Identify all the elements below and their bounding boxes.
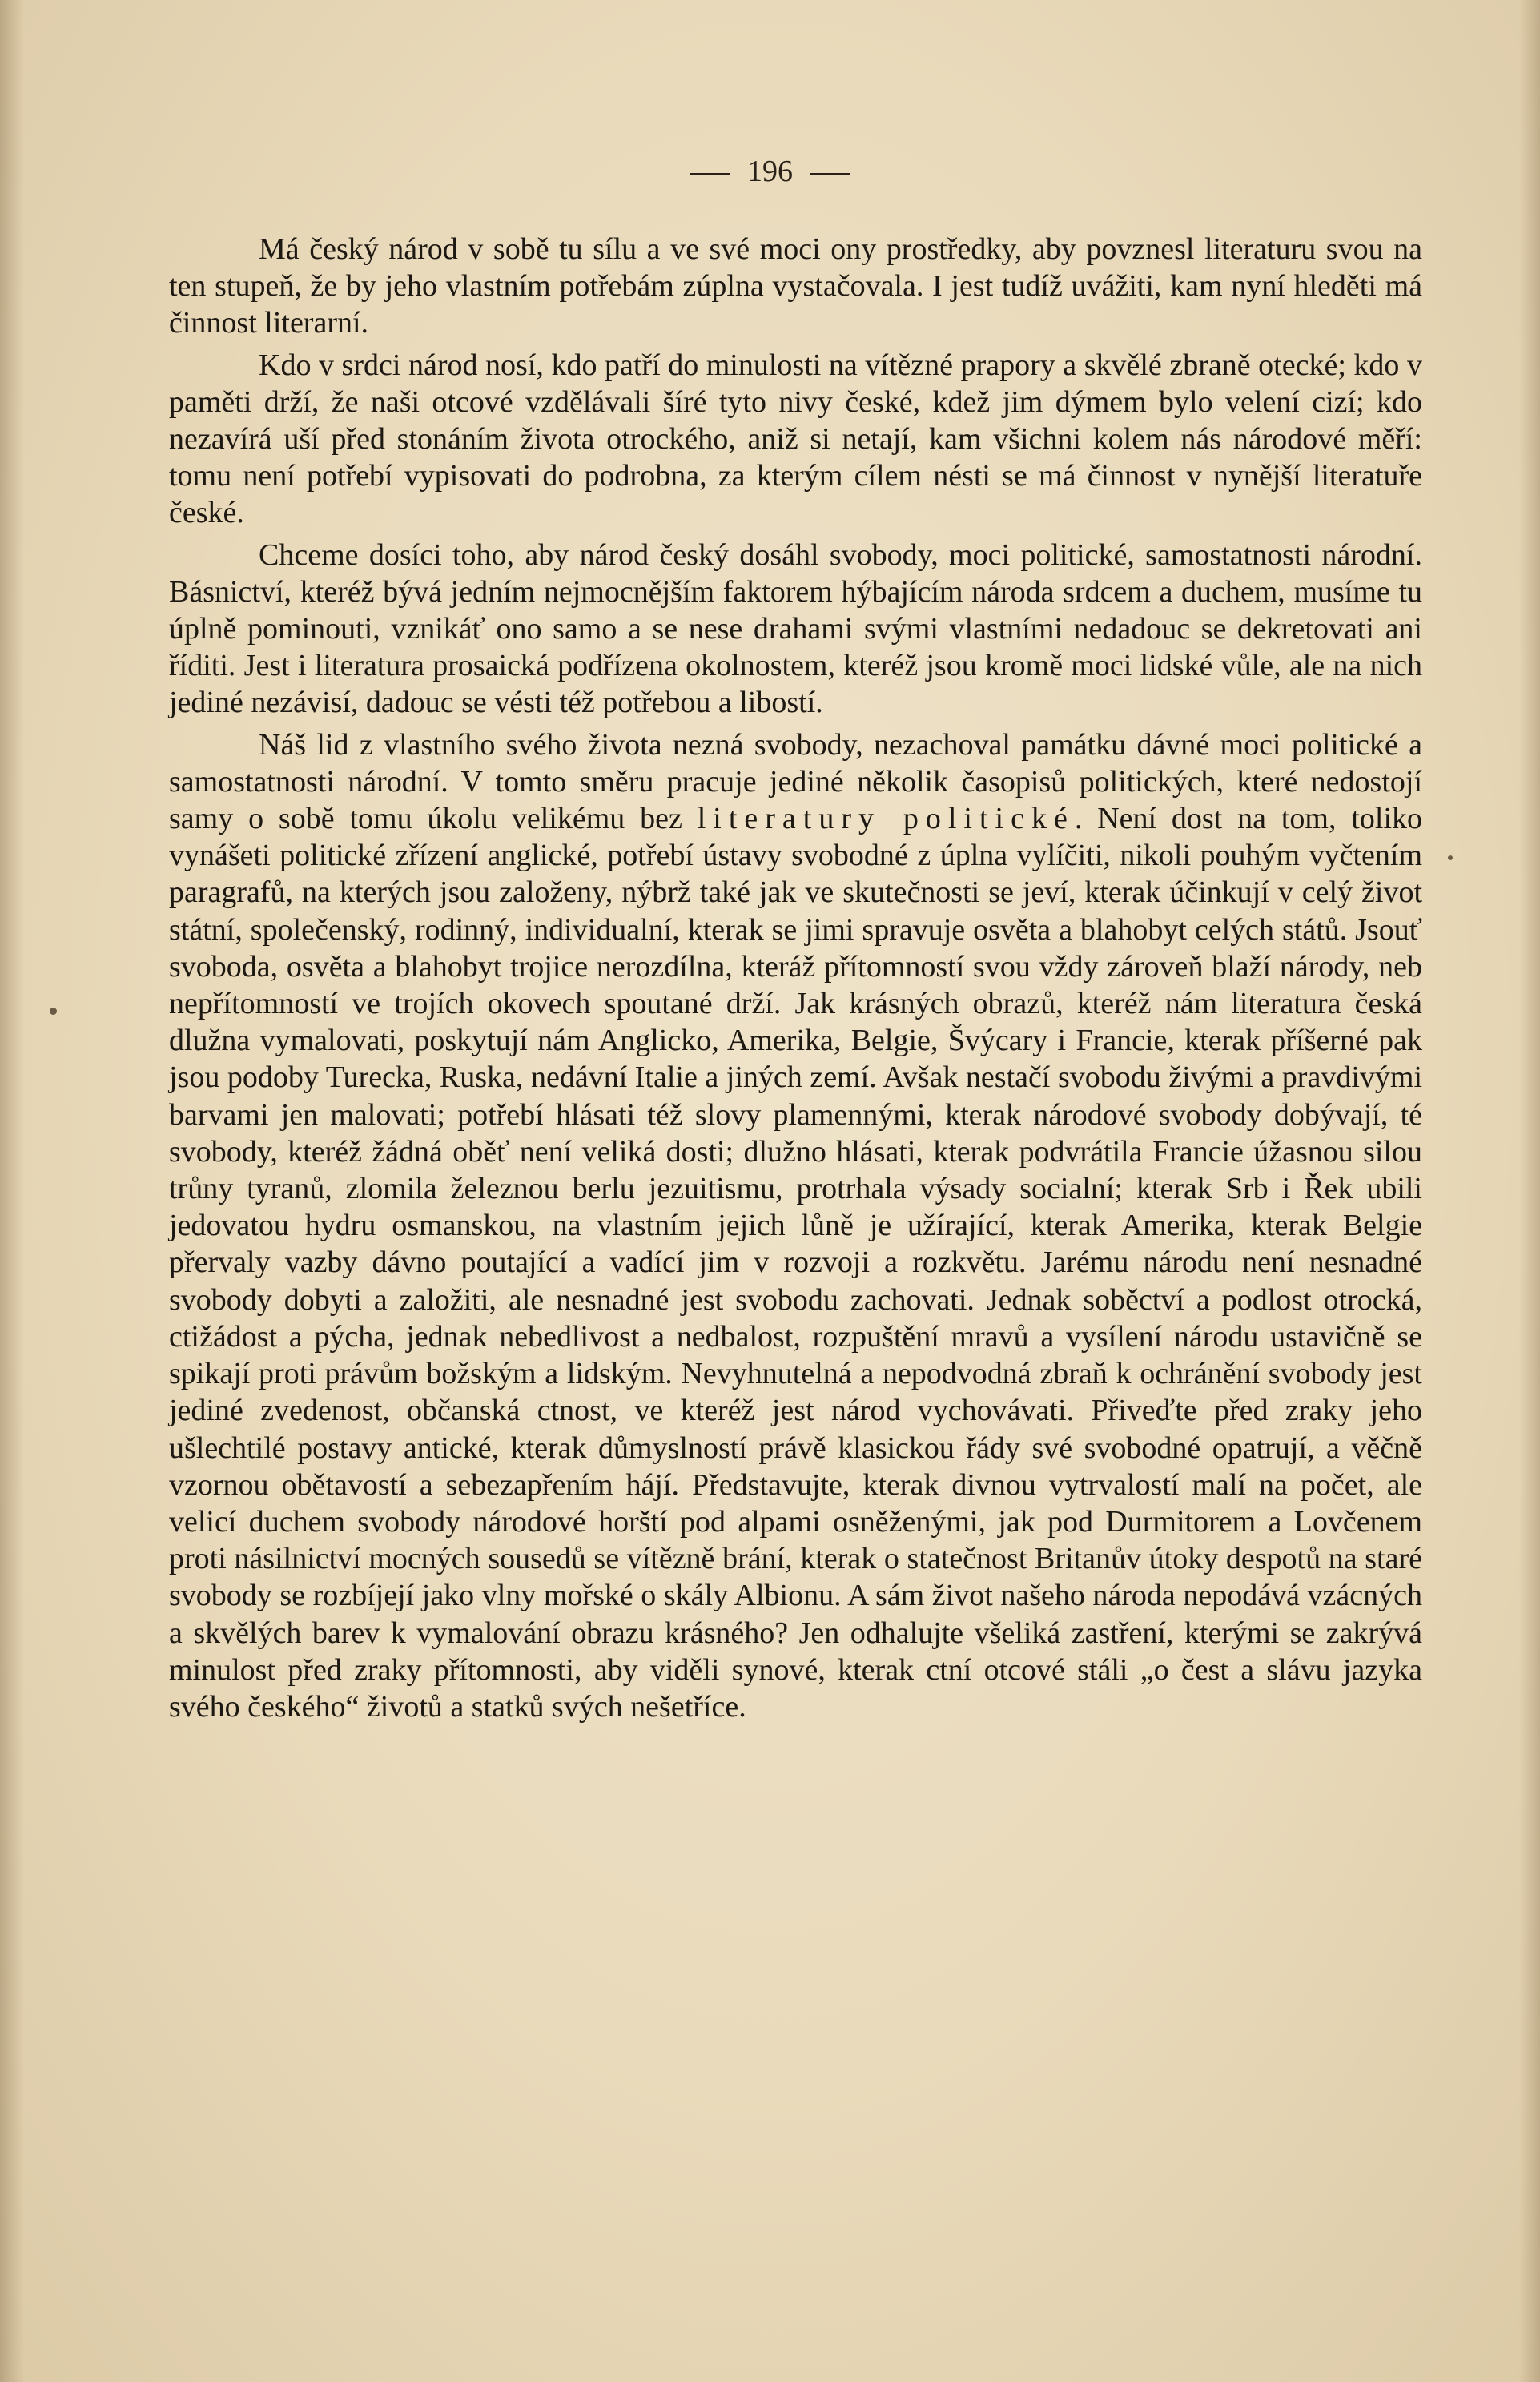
paragraph-1: Má český národ v sobě tu sílu a ve své moci ony prostředky, aby povznesl literaturu svou na ten stupeň, že by jeho vlastním potřebám zúplna vystačovala. I jest tudíž uvážiti, kam nyní hleděti má činnost literarní. [169, 232, 1422, 340]
spaced-phrase: literatury politické [697, 802, 1075, 836]
paragraph-4-before: Náš lid z vlastního svého života nezná svobody, nezachoval památku dávné moci politické a samostatnosti národní. V tomto směru pracuje jediné několik časopisů politických, které nedostojí samy o sobě tomu úkolu velikému bez [169, 727, 1422, 836]
margin-speck [1448, 855, 1453, 860]
paragraph-2: Kdo v srdci národ nosí, kdo patří do minulosti na vítězné prapory a skvělé zbraně otecké; kdo v paměti drží, že naši otcové vzdělávali šíré tyto nivy české, kdež jim dýmem bylo velení cizí; kdo nezavírá uší před stonáním života otrockého, aniž si netají, kam všichni kolem nás národové měří: tomu není potřebí vypisovati do podrobna, za kterým cílem nésti se má činnost v nynější literatuře české. [169, 348, 1422, 530]
header-dash-right [810, 173, 850, 175]
header-dash-left [690, 173, 730, 175]
page-number: 196 [747, 155, 793, 188]
paragraph-4 [169, 726, 1422, 1725]
page-edge-shadow-left [0, 0, 24, 2382]
body-text [169, 231, 1422, 1730]
paragraph-3: Chceme dosíci toho, aby národ český dosáhl svobody, moci politické, samostatnosti národní. Básnictví, kteréž bývá jedním nejmocnějším faktorem hýbajícím národa srdcem a duchem, musíme tu úplně pominouti, vznikáť ono samo a se nese drahami svými vlastními nedadouc se dekretovati ani říditi. Jest i literatura prosaická podřízena okolnostem, kteréž jsou kromě moci lidské vůle, ale na nich jediné nezávisí, dadouc se vésti též potřebou a libostí. [169, 537, 1422, 720]
page-header [0, 154, 1540, 189]
page-edge-shadow-right [1519, 0, 1540, 2382]
paragraph-4-after: . Není dost na tom, toliko vynášeti politické zřízení anglické, potřebí ústavy svobodné z úplna vylíčiti, nikoli pouhým vyčtením paragrafů, na kterých jsou založeny, nýbrž také jak ve skutečnosti se jeví, kterak účinkují v celý život státní, společenský, rodinný, individualní, kterak se jimi spravuje osvěta a blahobyt celých států. Jsouť svoboda, osvěta a blahobyt trojice nerozdílna, kteráž přítomností svou vždy zároveň blaží národy, neb nepřítomností ve trojích okovech spoutané drží. Jak krásných obrazů, kteréž nám literatura česká dlužna vymalovati, poskytují nám Anglicko, Amerika, Belgie, Švýcary i Francie, kterak příšerné pak jsou podoby Turecka, Ruska, nedávní Italie a jiných zemí. Avšak nestačí svobodu živými a pravdivými barvami jen malovati; potřebí hlásati též slovy plamennými, kterak národové svobody dobývají, té svobody, kteréž žádná oběť není veliká dosti; dlužno hlásati, kterak podvrátila Francie úžasnou silou trůny tyranů, zlomila železnou berlu jezuitismu, protrhala výsady socialní; kterak Srb i Řek ubili jedovatou hydru osmanskou, na vlastním jejich lůně je užírající, kterak Amerika, kterak Belgie přervaly vazby dávno poutající a vadící jim v rozvoji a rozkvětu. Jarému národu není nesnadné svobody dobyti a založiti, ale nesnadné jest svobodu zachovati. Jednak soběctví a podlost otrocká, ctižádost a pýcha, jednak nebedlivost a nedbalost, rozpuštění mravů a vysílení národu ustavičně se spikají proti právům božským a lidským. Nevyhnutelná a nepodvodná zbraň k ochránění svobody jest jediné zvedenost, občanská ctnost, ve kteréž jest národ vychovávati. Přiveďte před zraky jeho ušlechtilé postavy antické, kterak důmyslností právě klasickou řády své svobodné opatrují, a věčně vzornou obětavostí a sebezapřením hájí. Představujte, kterak divnou vytrvalostí malí na počet, ale velicí duchem svobody národové horští pod alpami osněženými, jak pod Durmitorem a Lovčenem proti násilnictví mocných sousedů se vítězně brání, kterak o statečnost Britanův útoky despotů na staré svobody se rozbíjejí jako vlny mořské o skály Albionu. A sám život našeho národa nepodává vzácných a skvělých barev k vymalování obrazu krásného? Jen odhalujte všeliká zastření, kterými se zakrývá minulost před zraky přítomnosti, aby viděli synové, kterak ctní otcové stáli „o čest a slávu jazyka svého českého“ životů a statků svých nešetříce. [169, 802, 1423, 1724]
margin-speck [50, 1008, 57, 1015]
